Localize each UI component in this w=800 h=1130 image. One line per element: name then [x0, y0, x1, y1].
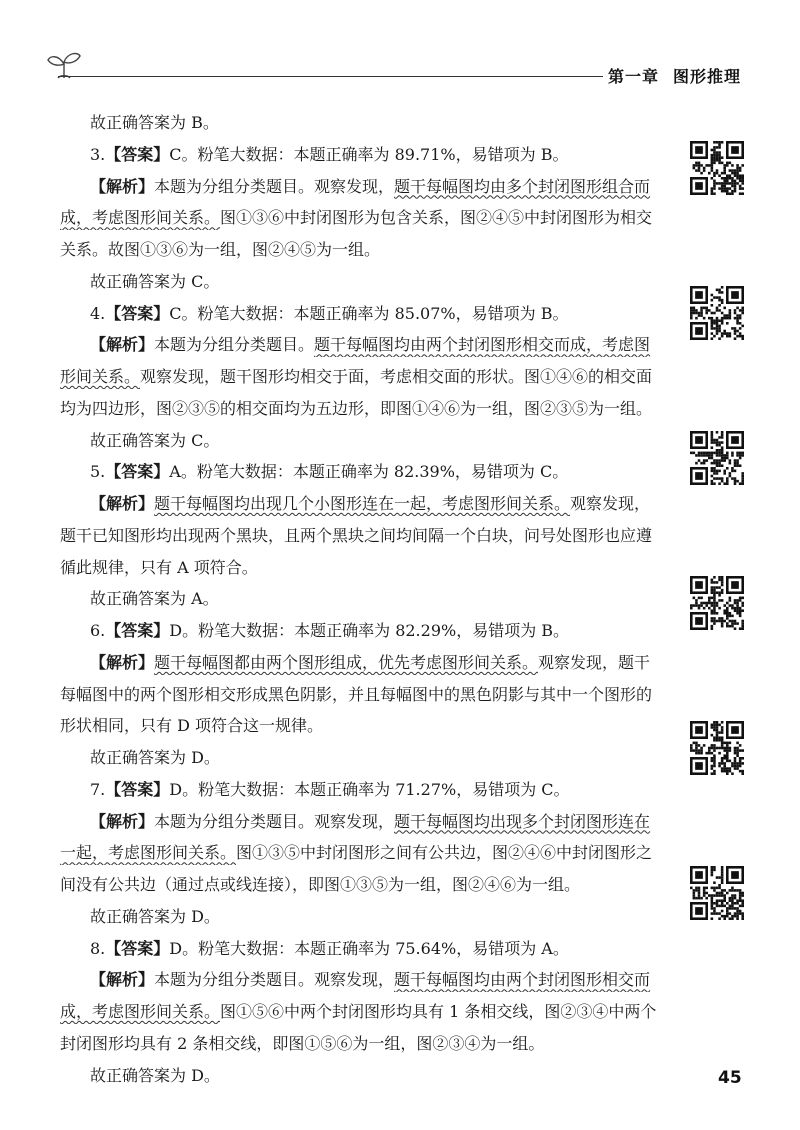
text-line — [60, 651, 700, 675]
text-segment: C。粉笔大数据：本题正确率为 85.07%，易错项为 B。 — [169, 303, 569, 323]
text-line — [60, 619, 700, 643]
text-segment: 故正确答案为 D。 — [90, 906, 220, 926]
text-segment: 本题为分组分类题目。观察发现， — [154, 176, 395, 196]
text-segment: 观察发现， — [570, 494, 651, 513]
chapter-title: 图形推理 — [673, 67, 742, 86]
text-line — [60, 524, 670, 548]
text-segment: 关系。故图①③⑥为一组，图②④⑤为一组。 — [60, 240, 381, 259]
text-segment: 本题为分组分类题目。观察发现， — [154, 970, 395, 990]
text-segment: D。粉笔大数据：本题正确率为 75.64%，易错项为 A。 — [169, 938, 569, 958]
underlined-phrase: 题干每幅图均出现几个小图形连在一起，考虑图形间关系。 — [154, 494, 571, 513]
text-line — [60, 556, 670, 580]
label-tag: 【答案】 — [105, 779, 170, 799]
text-segment: 本题为分组分类题目。 — [154, 335, 315, 355]
text-segment: 间没有公共边（通过点或线连接），即图①③⑤为一组，图②④⑥为一组。 — [60, 875, 581, 894]
text-segment: 故正确答案为 C。 — [90, 271, 220, 291]
running-header — [608, 64, 741, 87]
text-segment: 故正确答案为 B。 — [90, 113, 219, 132]
qr-code-q7[interactable] — [690, 721, 744, 775]
text-segment: 形状相同，只有 D 项符合这一规律。 — [60, 716, 324, 736]
text-segment: C。粉笔大数据：本题正确率为 89.71%，易错项为 B。 — [169, 144, 569, 164]
underlined-phrase: 题干每幅图都由两个图形组成，优先考虑图形间关系。 — [154, 652, 539, 672]
label-tag: 【解析】 — [90, 811, 155, 831]
text-line — [60, 587, 700, 611]
underlined-phrase: 题干每幅图均由两个封闭图形相交而 — [394, 970, 651, 990]
chapter-number: 第一章 — [608, 67, 660, 86]
text-line — [60, 460, 700, 484]
underlined-phrase: 成，考虑图形间关系。 — [60, 1002, 221, 1021]
qr-code-q5[interactable] — [690, 431, 744, 485]
text-segment: 每幅图中的两个图形相交形成黑色阴影，并且每幅图中的黑色阴影与其中一个图形的 — [60, 684, 653, 704]
label-tag: 【解析】 — [90, 494, 155, 513]
text-line — [60, 1000, 670, 1024]
text-line — [60, 873, 670, 897]
text-segment: 故正确答案为 D。 — [90, 748, 220, 767]
underlined-phrase: 成，考虑图形间关系。 — [60, 208, 221, 228]
text-line — [60, 270, 700, 294]
text-line — [60, 333, 700, 357]
text-line — [60, 841, 670, 865]
underlined-phrase: 形间关系。 — [60, 367, 141, 386]
text-segment: 图①⑤⑥中两个封闭图形均具有 1 条相交线，图②③④中两个 — [220, 1002, 657, 1021]
label-tag: 【解析】 — [90, 652, 155, 672]
label-tag: 【解析】 — [90, 970, 155, 990]
text-line — [60, 1032, 670, 1056]
text-line — [60, 111, 700, 135]
text-line — [60, 238, 670, 262]
text-line — [60, 968, 700, 992]
text-segment: 8. — [90, 938, 106, 958]
label-tag: 【答案】 — [105, 462, 170, 482]
text-line — [60, 429, 700, 453]
label-tag: 【解析】 — [90, 335, 155, 355]
text-segment: 封闭图形均具有 2 条相交线，即图①⑤⑥为一组，图②③④为一组。 — [60, 1033, 545, 1053]
text-line — [60, 365, 670, 389]
text-line — [60, 810, 700, 834]
text-line — [60, 175, 700, 199]
text-segment: 本题为分组分类题目。观察发现， — [154, 811, 395, 831]
text-segment: 4. — [90, 303, 106, 323]
text-segment: 循此规律，只有 A 项符合。 — [60, 557, 258, 577]
qr-code-q6[interactable] — [690, 576, 744, 630]
text-line — [60, 143, 700, 167]
label-tag: 【答案】 — [105, 303, 170, 323]
text-segment: 图①③⑤中封闭图形之间有公共边，图②④⑥中封闭图形之 — [236, 843, 653, 863]
header-rule — [58, 76, 603, 77]
text-segment: 6. — [90, 621, 106, 640]
text-segment: 均为四边形，图②③⑤的相交面均为五边形，即图①④⑥为一组，图②③⑤为一组。 — [60, 398, 653, 418]
label-tag: 【答案】 — [105, 938, 170, 958]
text-segment: 题干已知图形均出现两个黑块，且两个黑块之间均间隔一个白块，问号处图形也应遵 — [60, 525, 653, 545]
text-segment: D。粉笔大数据：本题正确率为 71.27%，易错项为 C。 — [169, 779, 570, 799]
text-line — [60, 397, 670, 421]
text-segment: 3. — [90, 144, 106, 164]
text-segment: 图①③⑥中封闭图形为包含关系，图②④⑤中封闭图形为相交 — [220, 208, 653, 228]
underlined-phrase: 一起，考虑图形间关系。 — [60, 843, 237, 863]
text-segment: D。粉笔大数据：本题正确率为 82.29%，易错项为 B。 — [169, 621, 570, 640]
text-line — [60, 683, 670, 707]
text-line — [60, 302, 700, 326]
text-line — [60, 778, 700, 802]
label-tag: 【解析】 — [90, 176, 155, 196]
text-segment: 故正确答案为 A。 — [90, 589, 219, 609]
text-segment: A。粉笔大数据：本题正确率为 82.39%，易错项为 C。 — [169, 462, 569, 482]
text-line — [60, 1064, 700, 1088]
text-segment: 故正确答案为 D。 — [90, 1065, 220, 1085]
page-number: 45 — [718, 1068, 742, 1088]
underlined-phrase: 题干每幅图均由多个封闭图形组合而 — [394, 176, 651, 196]
text-line — [60, 714, 670, 738]
text-line — [60, 746, 700, 770]
text-segment: 故正确答案为 C。 — [90, 430, 220, 450]
text-line — [60, 206, 670, 230]
text-line — [60, 937, 700, 961]
label-tag: 【答案】 — [105, 144, 170, 164]
text-segment: 7. — [90, 779, 106, 799]
text-segment: 5. — [90, 462, 106, 482]
qr-code-q8[interactable] — [690, 866, 744, 920]
text-segment: 观察发现，题干图形均相交于面，考虑相交面的形状。图①④⑥的相交面 — [140, 367, 653, 386]
underlined-phrase: 题干每幅图均由两个封闭图形相交而成，考虑图 — [314, 335, 651, 355]
label-tag: 【答案】 — [105, 621, 170, 640]
text-segment: 观察发现，题干 — [538, 652, 651, 672]
text-line — [60, 492, 700, 516]
underlined-phrase: 题干每幅图均出现多个封闭图形连在 — [394, 811, 651, 831]
qr-code-q3[interactable] — [690, 141, 744, 195]
qr-code-q4[interactable] — [690, 286, 744, 340]
text-line — [60, 905, 700, 929]
